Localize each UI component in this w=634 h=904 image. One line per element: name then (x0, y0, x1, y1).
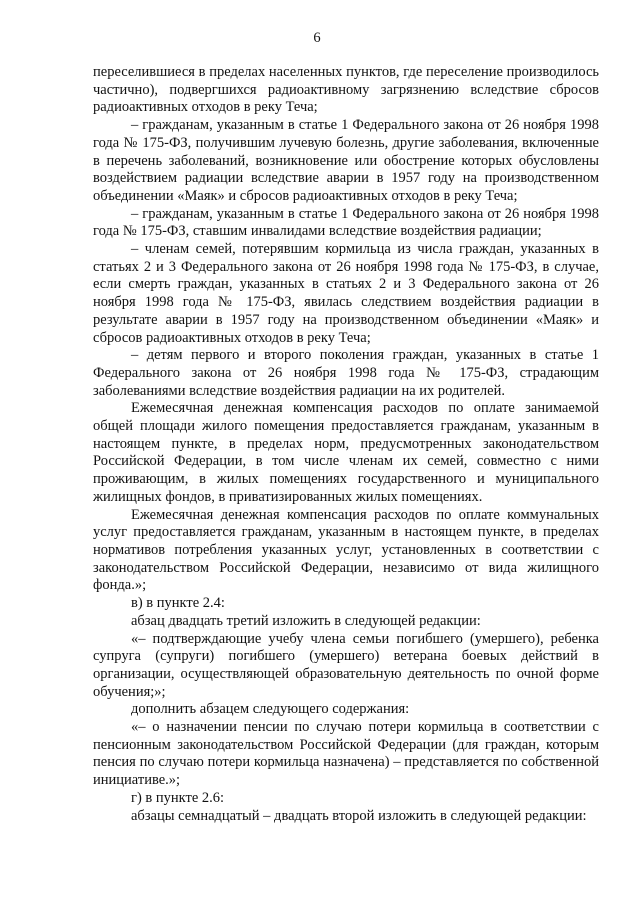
paragraph: «– о назначении пенсии по случаю потери кормильца в соответствии с пенсионным законодательством Российской Федерации (для граждан, которым пенсия по случаю потери кормильца назначена) – представляется по собственной инициативе.»; (93, 719, 599, 789)
page-number: 6 (313, 30, 321, 46)
paragraph: Ежемесячная денежная компенсация расходов по оплате занимаемой общей площади жилого помещения предоставляется гражданам, указанным в настоящем пункте, в пределах норм, предусмотренных законодательством Российской Федерации, в том числе членам их семей, совместно с ними проживающим, в жилых помещениях государственного и муниципального жилищных фондов, в приватизированных жилых помещениях. (93, 400, 599, 505)
paragraph: – гражданам, указанным в статье 1 Федерального закона от 26 ноября 1998 года № 175-ФЗ, ставшим инвалидами вследствие воздействия радиации; (93, 205, 599, 240)
paragraph: – детям первого и второго поколения граждан, указанных в статье 1 Федерального закона от 26 ноября 1998 года № 175-ФЗ, страдающим заболеваниями вследствие воздействия радиации на их родителей. (93, 347, 599, 399)
paragraph: дополнить абзацем следующего содержания: (131, 701, 410, 718)
paragraph: г) в пункте 2.6: (131, 789, 225, 806)
paragraph: абзац двадцать третий изложить в следующей редакции: (131, 612, 481, 629)
paragraph: «– подтверждающие учебу члена семьи погибшего (умершего), ребенка супруга (супруги) погибшего (умершего) ветерана боевых действий в организации, осуществляющей образовательную деятельность по очной форме обучения;»; (93, 630, 599, 700)
paragraph: – гражданам, указанным в статье 1 Федерального закона от 26 ноября 1998 года № 175-ФЗ, получившим лучевую болезнь, другие заболевания, включенные в перечень заболеваний, возникновение или обострение которых обусловлены воздействием радиации вследствие аварии в 1957 году на производственном объединении «Маяк» и сбросов радиоактивных отходов в реку Теча; (93, 117, 599, 204)
paragraph: абзацы семнадцатый – двадцать второй изложить в следующей редакции: (131, 807, 587, 824)
paragraph: Ежемесячная денежная компенсация расходов по оплате коммунальных услуг предоставляется гражданам, указанным в настоящем пункте, в пределах нормативов потребления указанных услуг, установленных в соответствии с законодательством Российской Федерации, независимо от вида жилищного фонда.»; (93, 506, 599, 594)
paragraph: в) в пункте 2.4: (131, 595, 225, 612)
document-body (93, 64, 599, 825)
paragraph: – членам семей, потерявшим кормильца из числа граждан, указанных в статьях 2 и 3 Федерального закона от 26 ноября 1998 года № 175-ФЗ, в случае, если смерть граждан, указанных в статьях 2 и 3 Федерального закона от 26 ноября 1998 года № 175-ФЗ, явилась следствием воздействия радиации в результате аварии в 1957 году на производственном объединении «Маяк» и сбросов радиоактивных отходов в реку Теча; (93, 241, 599, 346)
paragraph: переселившиеся в пределах населенных пунктов, где переселение производилось частично), подвергшихся радиоактивному загрязнению вследствие сбросов радиоактивных отходов в реку Теча; (93, 64, 599, 116)
